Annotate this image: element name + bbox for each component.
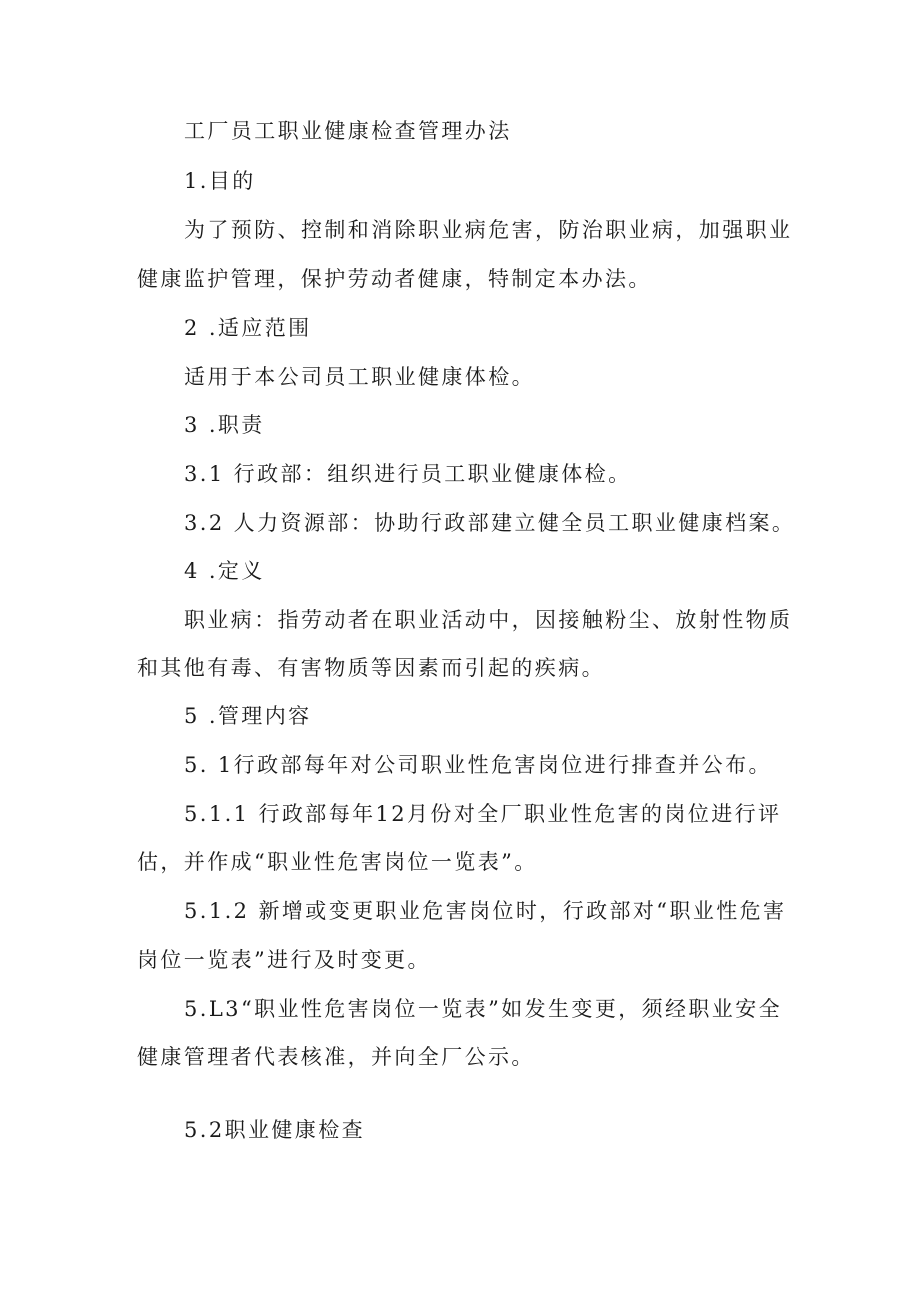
section-5-1-1-line-2: 估，并作成“职业性危害岗位一览表”。 bbox=[137, 850, 538, 874]
section-5-1-3-line-1: 5.L3“职业性危害岗位一览表”如发生变更，须经职业安全 bbox=[184, 997, 783, 1021]
section-5-1-2-line-2: 岗位一览表”进行及时变更。 bbox=[137, 948, 431, 972]
section-5-1-2-line-1: 5.1.2 新增或变更职业危害岗位时，行政部对“职业性危害 bbox=[184, 899, 787, 923]
section-5-2-heading: 5.2职业健康检查 bbox=[184, 1118, 365, 1142]
section-4-heading: 4 .定义 bbox=[184, 559, 265, 583]
document-title: 工厂员工职业健康检查管理办法 bbox=[184, 119, 512, 143]
section-5-1: 5. 1行政部每年对公司职业性危害岗位进行排查并公布。 bbox=[184, 753, 772, 777]
section-5-heading: 5 .管理内容 bbox=[184, 704, 312, 728]
section-4-paragraph-line-2: 和其他有毒、有害物质等因素而引起的疾病。 bbox=[137, 656, 605, 680]
section-5-1-3-line-2: 健康管理者代表核准，并向全厂公示。 bbox=[137, 1045, 535, 1069]
section-3-heading: 3 .职责 bbox=[184, 413, 265, 437]
section-2-paragraph: 适用于本公司员工职业健康体检。 bbox=[184, 365, 535, 389]
section-1-paragraph-line-1: 为了预防、控制和消除职业病危害，防治职业病，加强职业 bbox=[184, 218, 793, 242]
section-2-heading: 2 .适应范围 bbox=[184, 316, 312, 340]
section-1-heading: 1.目的 bbox=[184, 169, 256, 193]
section-3-2: 3.2 人力资源部：协助行政部建立健全员工职业健康档案。 bbox=[184, 511, 796, 535]
section-5-1-1-line-1: 5.1.1 行政部每年12月份对全厂职业性危害的岗位进行评 bbox=[184, 802, 782, 826]
section-3-1: 3.1 行政部：组织进行员工职业健康体检。 bbox=[184, 462, 632, 486]
section-4-paragraph-line-1: 职业病：指劳动者在职业活动中，因接触粉尘、放射性物质 bbox=[184, 608, 793, 632]
section-1-paragraph-line-2: 健康监护管理，保护劳动者健康，特制定本办法。 bbox=[137, 267, 652, 291]
